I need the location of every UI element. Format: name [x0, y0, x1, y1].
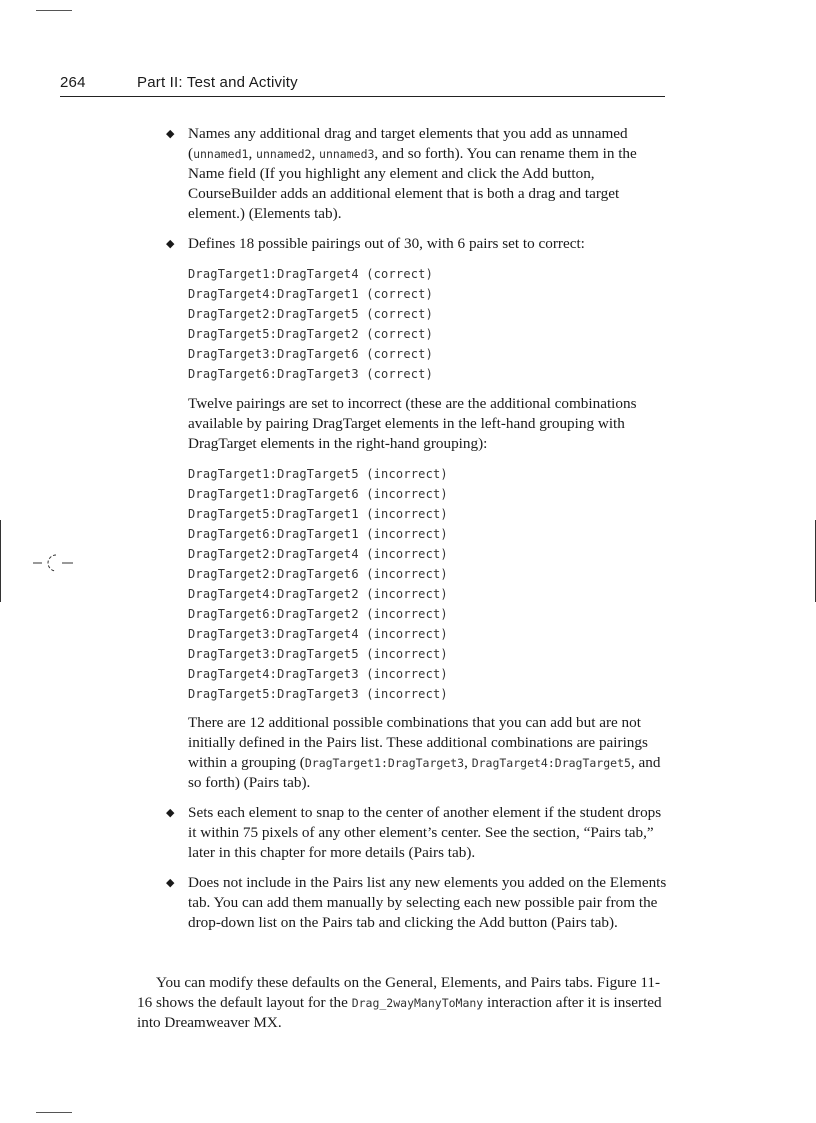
correct-pairs-code-block	[188, 264, 433, 384]
code-line: DragTarget2:DragTarget4 (incorrect)	[188, 547, 448, 561]
registration-mark-icon	[32, 550, 74, 576]
code-line: DragTarget4:DragTarget3 (incorrect)	[188, 667, 448, 681]
incorrect-pairs-code-block	[188, 464, 448, 704]
inline-code: unnamed3	[319, 147, 375, 161]
code-line: DragTarget2:DragTarget5 (correct)	[188, 307, 434, 321]
code-line: DragTarget2:DragTarget6 (incorrect)	[188, 567, 448, 581]
inline-code: DragTarget1:DragTarget3	[304, 756, 465, 770]
crop-mark-bottom	[36, 1112, 72, 1113]
closing-paragraph: You can modify these defaults on the General, Elements, and Pairs tabs. Figure 11-16 shows the default layout for the Drag_2wayManyToMany interaction after it is inserted into Dreamweaver MX.	[137, 974, 662, 1031]
bullet-paragraph-unnamed-elements: Names any additional drag and target elements that you add as unnamed (unnamed1, unnamed2, unnamed3, and so forth). You can rename them in the Name field (If you highlight any element and click the Add button, CourseBuilder adds an additional element that is both a drag and target element.) (Elements tab).	[188, 125, 637, 222]
bullet-paragraph-pairings: Defines 18 possible pairings out of 30, with 6 pairs set to correct:	[188, 235, 585, 252]
code-line: DragTarget5:DragTarget1 (incorrect)	[188, 507, 448, 521]
code-line: DragTarget5:DragTarget3 (incorrect)	[188, 687, 448, 701]
incorrect-pairs-intro: Twelve pairings are set to incorrect (these are the additional combinations available by pairing DragTarget elements in the left-hand grouping with DragTarget elements in the right-hand grouping):	[188, 395, 637, 452]
running-head	[60, 72, 665, 97]
code-line: DragTarget4:DragTarget1 (correct)	[188, 287, 434, 301]
side-rule-left	[0, 520, 1, 602]
bullet-icon: ◆	[166, 877, 175, 889]
bullet-icon: ◆	[166, 238, 175, 250]
code-line: DragTarget1:DragTarget6 (incorrect)	[188, 487, 448, 501]
code-line: DragTarget1:DragTarget4 (correct)	[188, 267, 434, 281]
inline-code: unnamed2	[256, 147, 312, 161]
part-title: Part II: Test and Activity	[137, 74, 298, 91]
code-line: DragTarget6:DragTarget2 (incorrect)	[188, 607, 448, 621]
bullet-paragraph-snap: Sets each element to snap to the center of another element if the student drops it within 75 pixels of any other element’s center. See the section, “Pairs tab,” later in this chapter for more details (Pairs tab).	[188, 804, 662, 861]
bullet-icon: ◆	[166, 807, 175, 819]
code-line: DragTarget3:DragTarget6 (correct)	[188, 347, 434, 361]
code-line: DragTarget3:DragTarget4 (incorrect)	[188, 627, 448, 641]
inline-code: Drag_2wayManyToMany	[351, 996, 484, 1010]
inline-code: DragTarget4:DragTarget5	[471, 756, 631, 770]
bullet-paragraph-new-elements: Does not include in the Pairs list any new elements you added on the Elements tab. You can add them manually by selecting each new possible pair from the drop-down list on the Pairs tab and clicking the Add button (Pairs tab).	[188, 874, 667, 931]
inline-code: unnamed1	[193, 147, 249, 161]
bullet-icon: ◆	[166, 128, 175, 140]
additional-combinations-paragraph: There are 12 additional possible combinations that you can add but are not initially defined in the Pairs list. These additional combinations are pairings within a grouping (DragTarget1:DragTarget3, DragTarget4:DragTarget5, and so forth) (Pairs tab).	[188, 714, 661, 791]
code-line: DragTarget5:DragTarget2 (correct)	[188, 327, 434, 341]
crop-mark-top	[36, 10, 72, 11]
code-line: DragTarget6:DragTarget1 (incorrect)	[188, 527, 448, 541]
page-number: 264	[60, 74, 86, 91]
code-line: DragTarget4:DragTarget2 (incorrect)	[188, 587, 448, 601]
code-line: DragTarget3:DragTarget5 (incorrect)	[188, 647, 448, 661]
code-line: DragTarget6:DragTarget3 (correct)	[188, 367, 434, 381]
code-line: DragTarget1:DragTarget5 (incorrect)	[188, 467, 448, 481]
